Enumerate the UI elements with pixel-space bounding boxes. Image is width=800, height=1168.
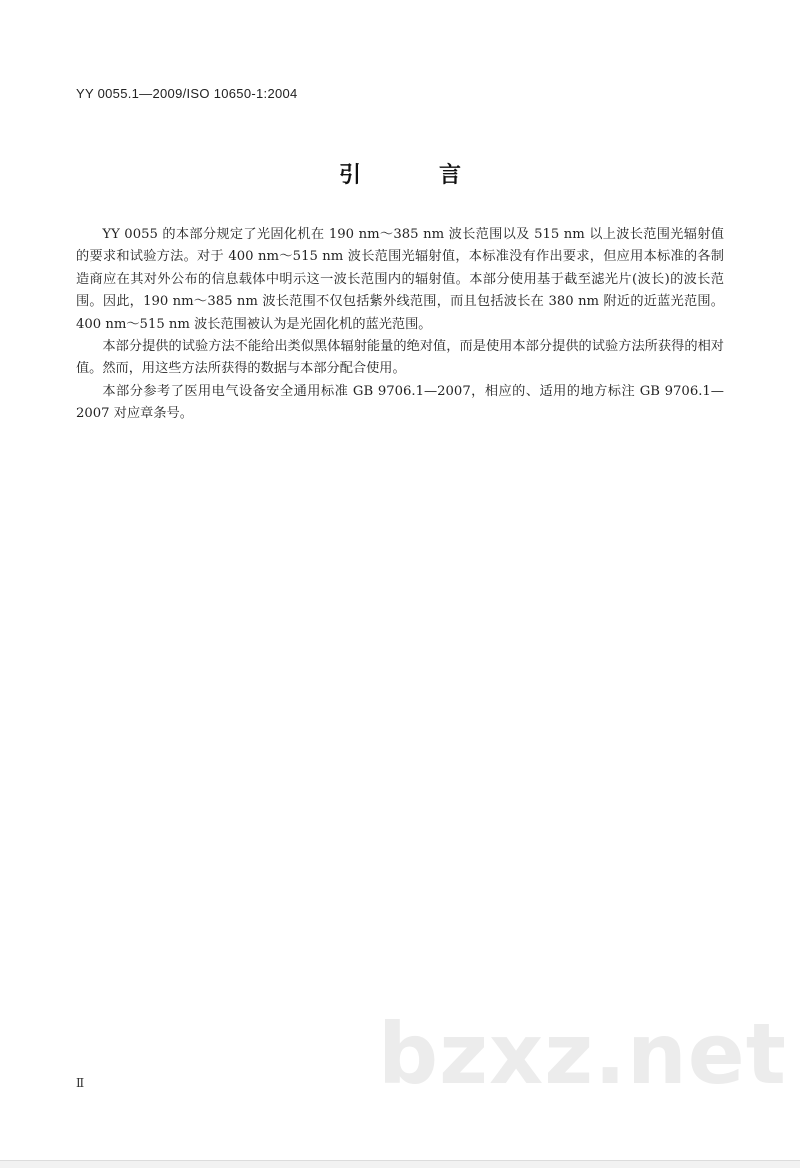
watermark-logo: bzxz.net: [378, 1005, 787, 1103]
paragraph-2: 本部分提供的试验方法不能给出类似黑体辐射能量的绝对值，而是使用本部分提供的试验方法所获得的相对值。然而，用这些方法所获得的数据与本部分配合使用。: [76, 339, 724, 377]
body-text: [76, 224, 724, 426]
paragraph-1: YY 0055 的本部分规定了光固化机在 190 nm～385 nm 波长范围以及 515 nm 以上波长范围光辐射值的要求和试验方法。对于 400 nm～515 nm 波长范围光辐射值，本标准没有作出要求，但应用本标准的各制造商应在其对外公布的信息载体中明示这一波长范围内的辐射值。本部分使用基于截至滤光片(波长)的波长范围。因此，190 nm～385 nm 波长范围不仅包括紫外线范围，而且包括波长在 380 nm 附近的近蓝光范围。400 nm～515 nm 波长范围被认为是光固化机的蓝光范围。: [76, 227, 724, 332]
page-number: Ⅱ: [76, 1076, 85, 1090]
standard-code-header: YY 0055.1—2009/ISO 10650-1:2004: [76, 86, 298, 101]
paragraph-3: 本部分参考了医用电气设备安全通用标准 GB 9706.1—2007，相应的、适用的地方标注 GB 9706.1—2007 对应章条号。: [76, 383, 724, 422]
section-title: 引 言: [338, 163, 489, 188]
